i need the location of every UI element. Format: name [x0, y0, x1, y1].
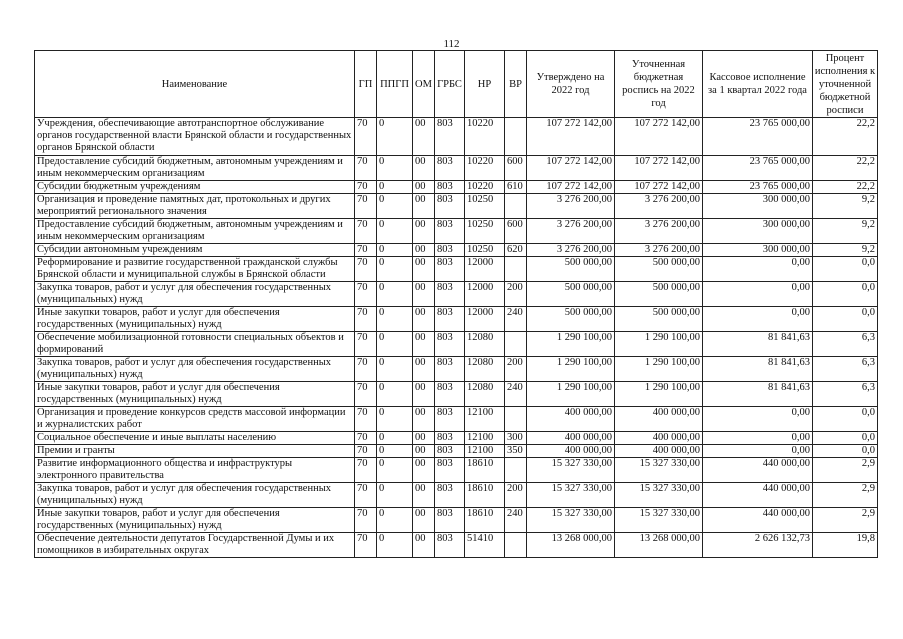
cell-cash: 2 626 132,73: [703, 533, 813, 558]
cell-vr: [505, 407, 527, 432]
cell-approved: 3 276 200,00: [527, 194, 615, 219]
table-row: [35, 458, 878, 483]
cell-approved: 400 000,00: [527, 432, 615, 445]
cell-approved: 3 276 200,00: [527, 244, 615, 257]
header-row: [35, 51, 878, 118]
cell-nr: 18610: [465, 458, 505, 483]
cell-name: Обеспечение деятельности депутатов Государственной Думы и их помощников в избирательных округах: [35, 533, 355, 558]
cell-percent: 9,2: [813, 244, 878, 257]
table-row: [35, 244, 878, 257]
cell-approved: 500 000,00: [527, 307, 615, 332]
table-row: [35, 407, 878, 432]
header-percent: Процент исполнения к уточненной бюджетной росписи: [813, 51, 878, 118]
cell-gp: 70: [355, 508, 377, 533]
cell-nr: 10250: [465, 244, 505, 257]
cell-refined: 107 272 142,00: [615, 156, 703, 181]
cell-ppgp: 0: [377, 194, 413, 219]
cell-nr: 12000: [465, 282, 505, 307]
header-vr: ВР: [505, 51, 527, 118]
cell-om: 00: [413, 508, 435, 533]
cell-cash: 0,00: [703, 432, 813, 445]
cell-om: 00: [413, 181, 435, 194]
table-row: [35, 357, 878, 382]
cell-ppgp: 0: [377, 533, 413, 558]
cell-name: Организация и проведение конкурсов средств массовой информации и журналистских работ: [35, 407, 355, 432]
cell-vr: [505, 332, 527, 357]
cell-cash: 440 000,00: [703, 458, 813, 483]
cell-om: 00: [413, 407, 435, 432]
cell-refined: 15 327 330,00: [615, 508, 703, 533]
cell-grbs: 803: [435, 307, 465, 332]
header-ppgp: ППГП: [377, 51, 413, 118]
cell-nr: 12100: [465, 445, 505, 458]
cell-percent: 19,8: [813, 533, 878, 558]
cell-approved: 500 000,00: [527, 282, 615, 307]
cell-name: Обеспечение мобилизационной готовности специальных объектов и формирований: [35, 332, 355, 357]
cell-grbs: 803: [435, 432, 465, 445]
cell-ppgp: 0: [377, 407, 413, 432]
cell-nr: 18610: [465, 508, 505, 533]
header-name: Наименование: [35, 51, 355, 118]
cell-gp: 70: [355, 307, 377, 332]
cell-nr: 10220: [465, 181, 505, 194]
cell-percent: 22,2: [813, 156, 878, 181]
cell-refined: 15 327 330,00: [615, 458, 703, 483]
cell-cash: 0,00: [703, 307, 813, 332]
cell-gp: 70: [355, 282, 377, 307]
cell-gp: 70: [355, 194, 377, 219]
cell-grbs: 803: [435, 257, 465, 282]
cell-approved: 500 000,00: [527, 257, 615, 282]
cell-grbs: 803: [435, 219, 465, 244]
cell-refined: 3 276 200,00: [615, 194, 703, 219]
cell-ppgp: 0: [377, 282, 413, 307]
cell-gp: 70: [355, 407, 377, 432]
cell-cash: 81 841,63: [703, 332, 813, 357]
cell-grbs: 803: [435, 357, 465, 382]
cell-refined: 500 000,00: [615, 282, 703, 307]
cell-percent: 22,2: [813, 118, 878, 156]
cell-name: Закупка товаров, работ и услуг для обеспечения государственных (муниципальных) нужд: [35, 483, 355, 508]
cell-name: Реформирование и развитие государственной гражданской службы Брянской области и муниципальной службы в Брянской области: [35, 257, 355, 282]
cell-approved: 15 327 330,00: [527, 458, 615, 483]
cell-ppgp: 0: [377, 508, 413, 533]
cell-om: 00: [413, 156, 435, 181]
cell-nr: 12100: [465, 407, 505, 432]
cell-refined: 400 000,00: [615, 432, 703, 445]
cell-om: 00: [413, 219, 435, 244]
cell-cash: 0,00: [703, 282, 813, 307]
cell-nr: 18610: [465, 483, 505, 508]
cell-om: 00: [413, 445, 435, 458]
table-body: [35, 118, 878, 558]
cell-cash: 81 841,63: [703, 357, 813, 382]
table-row: [35, 219, 878, 244]
cell-ppgp: 0: [377, 181, 413, 194]
cell-vr: 240: [505, 508, 527, 533]
cell-vr: 240: [505, 382, 527, 407]
table-row: [35, 432, 878, 445]
cell-cash: 23 765 000,00: [703, 118, 813, 156]
cell-ppgp: 0: [377, 357, 413, 382]
cell-grbs: 803: [435, 244, 465, 257]
cell-nr: 10220: [465, 118, 505, 156]
cell-grbs: 803: [435, 118, 465, 156]
table-row: [35, 332, 878, 357]
cell-ppgp: 0: [377, 257, 413, 282]
cell-approved: 107 272 142,00: [527, 181, 615, 194]
cell-nr: 10250: [465, 194, 505, 219]
page-number: 112: [443, 38, 460, 50]
header-om: ОМ: [413, 51, 435, 118]
cell-name: Предоставление субсидий бюджетным, автономным учреждениям и иным некоммерческим организациям: [35, 156, 355, 181]
cell-refined: 107 272 142,00: [615, 118, 703, 156]
cell-refined: 3 276 200,00: [615, 219, 703, 244]
cell-ppgp: 0: [377, 219, 413, 244]
cell-approved: 1 290 100,00: [527, 332, 615, 357]
cell-cash: 300 000,00: [703, 219, 813, 244]
cell-nr: 51410: [465, 533, 505, 558]
cell-approved: 1 290 100,00: [527, 357, 615, 382]
cell-percent: 6,3: [813, 332, 878, 357]
cell-approved: 400 000,00: [527, 445, 615, 458]
cell-grbs: 803: [435, 533, 465, 558]
cell-vr: 350: [505, 445, 527, 458]
cell-percent: 0,0: [813, 432, 878, 445]
cell-om: 00: [413, 533, 435, 558]
cell-nr: 12000: [465, 307, 505, 332]
cell-name: Премии и гранты: [35, 445, 355, 458]
cell-gp: 70: [355, 483, 377, 508]
table-row: [35, 118, 878, 156]
cell-name: Субсидии автономным учреждениям: [35, 244, 355, 257]
cell-gp: 70: [355, 244, 377, 257]
cell-approved: 13 268 000,00: [527, 533, 615, 558]
cell-ppgp: 0: [377, 332, 413, 357]
table-row: [35, 508, 878, 533]
cell-percent: 0,0: [813, 407, 878, 432]
cell-refined: 500 000,00: [615, 307, 703, 332]
cell-cash: 23 765 000,00: [703, 181, 813, 194]
table-row: [35, 282, 878, 307]
cell-vr: [505, 533, 527, 558]
cell-vr: 200: [505, 282, 527, 307]
cell-refined: 107 272 142,00: [615, 181, 703, 194]
cell-cash: 81 841,63: [703, 382, 813, 407]
cell-refined: 500 000,00: [615, 257, 703, 282]
header-approved: Утверждено на 2022 год: [527, 51, 615, 118]
cell-grbs: 803: [435, 407, 465, 432]
cell-grbs: 803: [435, 282, 465, 307]
cell-refined: 1 290 100,00: [615, 332, 703, 357]
cell-grbs: 803: [435, 332, 465, 357]
cell-cash: 440 000,00: [703, 483, 813, 508]
cell-vr: 620: [505, 244, 527, 257]
cell-percent: 6,3: [813, 357, 878, 382]
cell-gp: 70: [355, 357, 377, 382]
cell-vr: 300: [505, 432, 527, 445]
cell-om: 00: [413, 307, 435, 332]
cell-percent: 22,2: [813, 181, 878, 194]
cell-approved: 107 272 142,00: [527, 118, 615, 156]
cell-gp: 70: [355, 118, 377, 156]
cell-refined: 400 000,00: [615, 407, 703, 432]
cell-cash: 300 000,00: [703, 244, 813, 257]
cell-refined: 400 000,00: [615, 445, 703, 458]
cell-name: Субсидии бюджетным учреждениям: [35, 181, 355, 194]
table-row: [35, 257, 878, 282]
header-nr: НР: [465, 51, 505, 118]
header-refined: Уточненная бюджетная роспись на 2022 год: [615, 51, 703, 118]
budget-table: [34, 50, 878, 558]
cell-percent: 2,9: [813, 508, 878, 533]
cell-grbs: 803: [435, 445, 465, 458]
cell-ppgp: 0: [377, 445, 413, 458]
cell-cash: 300 000,00: [703, 194, 813, 219]
cell-refined: 13 268 000,00: [615, 533, 703, 558]
cell-vr: 600: [505, 219, 527, 244]
cell-om: 00: [413, 357, 435, 382]
cell-cash: 0,00: [703, 257, 813, 282]
table-row: [35, 156, 878, 181]
cell-gp: 70: [355, 156, 377, 181]
cell-vr: 200: [505, 357, 527, 382]
cell-percent: 2,9: [813, 458, 878, 483]
cell-vr: 610: [505, 181, 527, 194]
cell-approved: 107 272 142,00: [527, 156, 615, 181]
cell-ppgp: 0: [377, 244, 413, 257]
header-grbs: ГРБС: [435, 51, 465, 118]
cell-cash: 440 000,00: [703, 508, 813, 533]
cell-grbs: 803: [435, 508, 465, 533]
cell-gp: 70: [355, 458, 377, 483]
cell-om: 00: [413, 282, 435, 307]
cell-grbs: 803: [435, 194, 465, 219]
cell-nr: 12080: [465, 357, 505, 382]
cell-nr: 10220: [465, 156, 505, 181]
header-cash: Кассовое исполнение за 1 квартал 2022 года: [703, 51, 813, 118]
cell-nr: 12100: [465, 432, 505, 445]
cell-name: Иные закупки товаров, работ и услуг для обеспечения государственных (муниципальных) нужд: [35, 307, 355, 332]
cell-vr: [505, 458, 527, 483]
cell-cash: 0,00: [703, 445, 813, 458]
cell-gp: 70: [355, 332, 377, 357]
cell-name: Организация и проведение памятных дат, протокольных и других мероприятий регионального значения: [35, 194, 355, 219]
cell-ppgp: 0: [377, 118, 413, 156]
table-row: [35, 181, 878, 194]
cell-vr: [505, 194, 527, 219]
cell-vr: [505, 118, 527, 156]
cell-refined: 3 276 200,00: [615, 244, 703, 257]
cell-name: Закупка товаров, работ и услуг для обеспечения государственных (муниципальных) нужд: [35, 357, 355, 382]
cell-percent: 6,3: [813, 382, 878, 407]
table-row: [35, 483, 878, 508]
cell-approved: 3 276 200,00: [527, 219, 615, 244]
cell-ppgp: 0: [377, 458, 413, 483]
cell-name: Предоставление субсидий бюджетным, автономным учреждениям и иным некоммерческим организациям: [35, 219, 355, 244]
cell-gp: 70: [355, 533, 377, 558]
cell-name: Социальное обеспечение и иные выплаты населению: [35, 432, 355, 445]
cell-name: Иные закупки товаров, работ и услуг для обеспечения государственных (муниципальных) нужд: [35, 508, 355, 533]
cell-grbs: 803: [435, 382, 465, 407]
cell-nr: 12000: [465, 257, 505, 282]
table-row: [35, 533, 878, 558]
cell-name: Учреждения, обеспечивающие автотранспортное обслуживание органов государственной власти Брянской области и государственных органов Брянской области: [35, 118, 355, 156]
cell-name: Развитие информационного общества и инфраструктуры электронного правительства: [35, 458, 355, 483]
cell-percent: 0,0: [813, 282, 878, 307]
table-row: [35, 382, 878, 407]
cell-nr: 12080: [465, 332, 505, 357]
header-gp: ГП: [355, 51, 377, 118]
cell-om: 00: [413, 244, 435, 257]
cell-percent: 0,0: [813, 307, 878, 332]
cell-ppgp: 0: [377, 382, 413, 407]
cell-cash: 23 765 000,00: [703, 156, 813, 181]
cell-gp: 70: [355, 445, 377, 458]
cell-nr: 10250: [465, 219, 505, 244]
cell-nr: 12080: [465, 382, 505, 407]
cell-name: Иные закупки товаров, работ и услуг для обеспечения государственных (муниципальных) нужд: [35, 382, 355, 407]
cell-grbs: 803: [435, 483, 465, 508]
cell-grbs: 803: [435, 181, 465, 194]
cell-vr: 200: [505, 483, 527, 508]
cell-gp: 70: [355, 257, 377, 282]
cell-refined: 1 290 100,00: [615, 382, 703, 407]
cell-om: 00: [413, 194, 435, 219]
cell-om: 00: [413, 483, 435, 508]
cell-percent: 2,9: [813, 483, 878, 508]
cell-om: 00: [413, 257, 435, 282]
cell-om: 00: [413, 458, 435, 483]
cell-om: 00: [413, 382, 435, 407]
cell-om: 00: [413, 332, 435, 357]
table-row: [35, 445, 878, 458]
cell-percent: 9,2: [813, 194, 878, 219]
cell-ppgp: 0: [377, 307, 413, 332]
cell-gp: 70: [355, 181, 377, 194]
cell-grbs: 803: [435, 156, 465, 181]
cell-name: Закупка товаров, работ и услуг для обеспечения государственных (муниципальных) нужд: [35, 282, 355, 307]
cell-approved: 400 000,00: [527, 407, 615, 432]
cell-approved: 15 327 330,00: [527, 508, 615, 533]
cell-ppgp: 0: [377, 156, 413, 181]
cell-percent: 0,0: [813, 257, 878, 282]
cell-om: 00: [413, 118, 435, 156]
table-row: [35, 194, 878, 219]
cell-vr: 600: [505, 156, 527, 181]
cell-vr: 240: [505, 307, 527, 332]
cell-om: 00: [413, 432, 435, 445]
cell-gp: 70: [355, 432, 377, 445]
cell-approved: 1 290 100,00: [527, 382, 615, 407]
cell-cash: 0,00: [703, 407, 813, 432]
cell-approved: 15 327 330,00: [527, 483, 615, 508]
cell-gp: 70: [355, 382, 377, 407]
cell-ppgp: 0: [377, 432, 413, 445]
table-row: [35, 307, 878, 332]
cell-percent: 0,0: [813, 445, 878, 458]
cell-ppgp: 0: [377, 483, 413, 508]
cell-percent: 9,2: [813, 219, 878, 244]
cell-gp: 70: [355, 219, 377, 244]
cell-refined: 15 327 330,00: [615, 483, 703, 508]
cell-vr: [505, 257, 527, 282]
cell-grbs: 803: [435, 458, 465, 483]
cell-refined: 1 290 100,00: [615, 357, 703, 382]
